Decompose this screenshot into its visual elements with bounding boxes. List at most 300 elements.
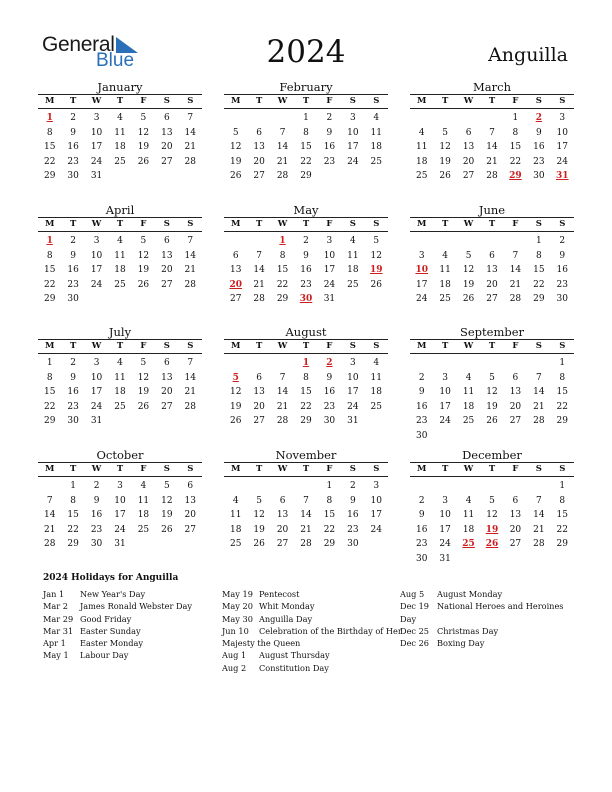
day-cell: 30 bbox=[347, 539, 359, 549]
holiday-day-cell: 10 bbox=[415, 265, 428, 275]
day-cell: 28 bbox=[533, 539, 545, 549]
holiday-day-cell: 1 bbox=[46, 113, 53, 123]
day-cell: 7 bbox=[489, 127, 495, 138]
empty-cell bbox=[457, 356, 480, 371]
empty-cell bbox=[224, 234, 247, 249]
month-october bbox=[38, 448, 202, 552]
weekday-header: T bbox=[302, 341, 310, 351]
weekday-header: S bbox=[349, 96, 356, 106]
day-cell: 22 bbox=[533, 279, 545, 290]
day-cell: 17 bbox=[415, 279, 428, 290]
weekday-header: T bbox=[116, 96, 124, 106]
day-cell: 30 bbox=[323, 416, 336, 426]
day-cell: 7 bbox=[256, 250, 262, 261]
day-cell: 20 bbox=[276, 524, 289, 535]
day-cell: 16 bbox=[347, 510, 359, 520]
weekday-header: T bbox=[488, 96, 496, 106]
holiday-entry bbox=[43, 588, 192, 600]
day-cell: 27 bbox=[229, 294, 242, 304]
holiday-name: James Ronald Webster Day bbox=[80, 601, 193, 612]
day-cell: 13 bbox=[509, 510, 522, 520]
weekday-header: M bbox=[231, 341, 241, 351]
day-cell: 20 bbox=[462, 156, 475, 167]
holiday-name: Easter Monday bbox=[80, 638, 144, 649]
calendar-year: 2024 bbox=[266, 34, 346, 70]
day-cell: 19 bbox=[161, 510, 173, 520]
day-cell: 15 bbox=[533, 265, 545, 275]
weekday-header-row bbox=[38, 217, 202, 232]
holiday-date: Dec 25 bbox=[400, 625, 430, 636]
empty-cell bbox=[504, 356, 527, 371]
day-cell: 20 bbox=[486, 279, 498, 290]
holiday-entry bbox=[400, 600, 564, 612]
day-cell: 23 bbox=[90, 524, 103, 535]
day-cell: 2 bbox=[418, 372, 425, 383]
weekday-header: F bbox=[512, 219, 519, 229]
day-cell: 24 bbox=[90, 401, 103, 412]
day-cell: 28 bbox=[43, 539, 56, 549]
weekday-header: M bbox=[45, 464, 55, 474]
day-cell: 6 bbox=[512, 372, 519, 383]
day-cell: 17 bbox=[556, 142, 568, 152]
holiday-entry bbox=[222, 649, 402, 661]
day-cell: 18 bbox=[370, 387, 382, 397]
holiday-entry bbox=[222, 613, 402, 625]
day-cell: 14 bbox=[533, 387, 545, 397]
day-cell: 23 bbox=[347, 524, 359, 535]
holiday-column bbox=[222, 588, 402, 674]
day-cell: 6 bbox=[256, 372, 262, 383]
day-cell: 10 bbox=[347, 127, 359, 138]
empty-cell bbox=[410, 479, 433, 494]
month-name: December bbox=[462, 448, 522, 462]
weekday-header: S bbox=[559, 464, 566, 474]
month-name: May bbox=[293, 203, 319, 217]
day-cell: 17 bbox=[370, 510, 382, 520]
weekday-header-row bbox=[224, 339, 388, 354]
day-cell: 4 bbox=[117, 358, 123, 368]
weekday-header-row bbox=[38, 94, 202, 109]
holiday-date: May 20 bbox=[222, 601, 253, 612]
country-name: Anguilla bbox=[488, 44, 568, 66]
holiday-entry bbox=[43, 637, 192, 649]
day-cell: 21 bbox=[533, 401, 545, 412]
day-cell: 17 bbox=[114, 510, 126, 520]
holiday-date: May 19 bbox=[222, 589, 253, 599]
day-cell: 29 bbox=[300, 171, 312, 181]
weekday-header: F bbox=[326, 219, 333, 229]
day-cell: 22 bbox=[43, 156, 56, 167]
days-grid bbox=[410, 234, 574, 307]
day-cell: 23 bbox=[415, 416, 428, 426]
weekday-header: T bbox=[69, 341, 77, 351]
day-cell: 7 bbox=[535, 372, 542, 383]
holiday-entry bbox=[400, 637, 564, 649]
weekday-header-row bbox=[224, 462, 388, 477]
day-cell: 11 bbox=[415, 142, 428, 152]
day-cell: 27 bbox=[462, 171, 475, 181]
holiday-day-cell: 2 bbox=[326, 358, 333, 368]
month-june bbox=[410, 203, 574, 307]
holiday-date: Aug 2 bbox=[222, 662, 247, 673]
day-cell: 15 bbox=[509, 142, 522, 152]
day-cell: 24 bbox=[370, 524, 382, 535]
holiday-entry bbox=[43, 600, 192, 612]
day-cell: 13 bbox=[184, 495, 196, 506]
empty-cell bbox=[527, 356, 550, 371]
day-cell: 25 bbox=[370, 156, 382, 167]
day-cell: 13 bbox=[229, 265, 242, 275]
weekday-header: S bbox=[163, 341, 170, 351]
day-cell: 6 bbox=[256, 127, 262, 138]
day-cell: 27 bbox=[184, 524, 196, 535]
day-cell: 10 bbox=[439, 510, 451, 520]
holiday-date: Mar 31 bbox=[43, 625, 74, 636]
day-cell: 11 bbox=[462, 510, 475, 520]
day-cell: 2 bbox=[70, 236, 76, 246]
empty-cell bbox=[224, 356, 247, 371]
day-cell: 28 bbox=[533, 416, 545, 426]
day-cell: 28 bbox=[184, 156, 196, 167]
day-cell: 5 bbox=[163, 481, 170, 491]
day-cell: 28 bbox=[184, 279, 196, 290]
day-cell: 11 bbox=[137, 495, 150, 506]
day-cell: 8 bbox=[535, 250, 542, 261]
day-cell: 23 bbox=[323, 156, 336, 167]
days-grid bbox=[224, 111, 388, 184]
day-cell: 24 bbox=[90, 279, 103, 290]
weekday-header: W bbox=[463, 219, 474, 229]
holiday-name-continuation: Majesty the Queen bbox=[222, 638, 301, 649]
holiday-column bbox=[43, 588, 192, 662]
holiday-name: Whit Monday bbox=[259, 601, 315, 612]
day-cell: 26 bbox=[137, 401, 150, 412]
holiday-date: Apr 1 bbox=[43, 638, 66, 649]
holiday-day-cell: 20 bbox=[229, 279, 242, 290]
weekday-header: T bbox=[255, 96, 263, 106]
day-cell: 15 bbox=[43, 265, 56, 275]
day-cell: 26 bbox=[229, 171, 242, 181]
days-grid bbox=[224, 479, 388, 552]
day-cell: 12 bbox=[439, 142, 451, 152]
day-cell: 22 bbox=[43, 401, 56, 412]
day-cell: 22 bbox=[556, 524, 568, 535]
weekday-header: S bbox=[187, 96, 194, 106]
weekday-header: S bbox=[373, 464, 380, 474]
day-cell: 11 bbox=[370, 127, 382, 138]
day-cell: 24 bbox=[114, 524, 126, 535]
empty-cell bbox=[433, 479, 456, 494]
month-december bbox=[410, 448, 574, 566]
day-cell: 12 bbox=[137, 372, 150, 383]
day-cell: 16 bbox=[67, 265, 79, 275]
day-cell: 2 bbox=[70, 113, 76, 123]
month-november bbox=[224, 448, 388, 552]
weekday-header: F bbox=[512, 341, 519, 351]
holiday-entry bbox=[222, 662, 402, 674]
weekday-header: S bbox=[535, 219, 542, 229]
weekday-header: W bbox=[277, 96, 288, 106]
day-cell: 26 bbox=[253, 539, 265, 549]
day-cell: 11 bbox=[439, 265, 451, 275]
day-cell: 16 bbox=[300, 265, 312, 275]
day-cell: 6 bbox=[232, 250, 239, 261]
day-cell: 29 bbox=[276, 294, 289, 304]
day-cell: 14 bbox=[276, 142, 289, 152]
day-cell: 17 bbox=[347, 387, 359, 397]
empty-cell bbox=[457, 234, 480, 249]
day-cell: 31 bbox=[90, 416, 103, 426]
day-cell: 4 bbox=[373, 358, 380, 368]
holiday-day-cell: 19 bbox=[370, 265, 383, 275]
day-cell: 11 bbox=[229, 510, 242, 520]
holiday-date: Mar 2 bbox=[43, 601, 68, 612]
day-cell: 12 bbox=[229, 387, 242, 397]
day-cell: 21 bbox=[184, 142, 196, 152]
weekday-header: T bbox=[488, 219, 496, 229]
day-cell: 22 bbox=[43, 279, 56, 290]
holiday-day-cell: 1 bbox=[46, 236, 53, 246]
weekday-header: S bbox=[373, 341, 380, 351]
holiday-day-cell: 30 bbox=[299, 294, 313, 304]
day-cell: 27 bbox=[276, 539, 289, 549]
day-cell: 5 bbox=[465, 250, 472, 261]
month-august bbox=[224, 325, 388, 429]
day-cell: 20 bbox=[161, 142, 173, 152]
weekday-header: T bbox=[441, 341, 449, 351]
day-cell: 25 bbox=[415, 171, 428, 181]
weekday-header: M bbox=[45, 219, 55, 229]
holiday-entry bbox=[400, 625, 564, 637]
weekday-header: F bbox=[140, 96, 147, 106]
holiday-day-cell: 19 bbox=[485, 524, 499, 535]
weekday-header: S bbox=[163, 464, 170, 474]
day-cell: 15 bbox=[556, 510, 568, 520]
weekday-header: W bbox=[91, 219, 102, 229]
weekday-header: S bbox=[559, 96, 566, 106]
day-cell: 4 bbox=[465, 372, 472, 383]
empty-cell bbox=[294, 479, 317, 494]
day-cell: 22 bbox=[556, 401, 568, 412]
holiday-entry bbox=[222, 600, 402, 612]
day-cell: 19 bbox=[229, 401, 242, 412]
month-name: April bbox=[105, 203, 135, 217]
holiday-day-cell: 25 bbox=[462, 539, 475, 549]
day-cell: 21 bbox=[276, 401, 289, 412]
day-cell: 9 bbox=[535, 127, 542, 138]
weekday-header-row bbox=[38, 339, 202, 354]
weekday-header: F bbox=[326, 464, 333, 474]
weekday-header-row bbox=[410, 217, 574, 232]
day-cell: 20 bbox=[253, 401, 265, 412]
day-cell: 24 bbox=[90, 156, 103, 167]
day-cell: 29 bbox=[43, 416, 56, 426]
day-cell: 20 bbox=[253, 156, 265, 167]
day-cell: 27 bbox=[253, 416, 265, 426]
day-cell: 9 bbox=[93, 495, 100, 506]
day-cell: 27 bbox=[161, 156, 173, 167]
day-cell: 21 bbox=[300, 524, 312, 535]
day-cell: 7 bbox=[46, 495, 53, 506]
weekday-header: T bbox=[302, 464, 310, 474]
day-cell: 29 bbox=[43, 294, 56, 304]
day-cell: 10 bbox=[90, 372, 103, 383]
day-cell: 12 bbox=[161, 495, 173, 506]
days-grid bbox=[224, 356, 388, 429]
day-cell: 29 bbox=[556, 539, 568, 549]
day-cell: 1 bbox=[559, 481, 566, 491]
day-cell: 10 bbox=[556, 127, 568, 138]
day-cell: 23 bbox=[67, 401, 79, 412]
day-cell: 5 bbox=[256, 495, 262, 506]
weekday-header: S bbox=[163, 96, 170, 106]
day-cell: 3 bbox=[93, 236, 100, 246]
day-cell: 4 bbox=[349, 236, 356, 246]
day-cell: 9 bbox=[70, 127, 76, 138]
day-cell: 17 bbox=[90, 142, 103, 152]
day-cell: 21 bbox=[533, 524, 545, 535]
weekday-header: S bbox=[559, 219, 566, 229]
day-cell: 13 bbox=[486, 265, 498, 275]
month-name: January bbox=[97, 80, 143, 94]
day-cell: 28 bbox=[300, 539, 312, 549]
day-cell: 12 bbox=[462, 265, 475, 275]
day-cell: 10 bbox=[90, 127, 103, 138]
day-cell: 23 bbox=[556, 279, 568, 290]
day-cell: 15 bbox=[276, 265, 289, 275]
day-cell: 27 bbox=[161, 279, 173, 290]
holiday-date: Mar 29 bbox=[43, 613, 74, 624]
empty-cell bbox=[247, 479, 270, 494]
weekday-header: F bbox=[512, 96, 519, 106]
day-cell: 26 bbox=[161, 524, 173, 535]
empty-cell bbox=[480, 111, 503, 126]
day-cell: 11 bbox=[114, 250, 126, 261]
weekday-header: F bbox=[326, 96, 333, 106]
day-cell: 7 bbox=[512, 250, 519, 261]
day-cell: 17 bbox=[90, 387, 103, 397]
holiday-day-cell: 31 bbox=[556, 171, 569, 181]
day-cell: 4 bbox=[117, 113, 123, 123]
day-cell: 9 bbox=[559, 250, 566, 261]
day-cell: 6 bbox=[512, 495, 519, 506]
month-name: October bbox=[96, 448, 144, 462]
holiday-name: New Year's Day bbox=[80, 589, 146, 599]
weekday-header: T bbox=[441, 219, 449, 229]
day-cell: 10 bbox=[323, 250, 336, 261]
weekday-header: M bbox=[231, 464, 241, 474]
day-cell: 9 bbox=[326, 372, 333, 383]
day-cell: 17 bbox=[347, 142, 359, 152]
day-cell: 5 bbox=[140, 236, 147, 246]
day-cell: 31 bbox=[114, 539, 126, 549]
day-cell: 9 bbox=[418, 387, 425, 397]
weekday-header: T bbox=[69, 464, 77, 474]
day-cell: 30 bbox=[67, 171, 79, 181]
empty-cell bbox=[271, 479, 294, 494]
day-cell: 23 bbox=[415, 539, 428, 549]
day-cell: 22 bbox=[276, 279, 289, 290]
holiday-name: Constitution Day bbox=[259, 662, 329, 673]
day-cell: 22 bbox=[300, 156, 312, 167]
weekday-header: F bbox=[512, 464, 519, 474]
day-cell: 25 bbox=[114, 279, 126, 290]
day-cell: 12 bbox=[486, 387, 498, 397]
day-cell: 3 bbox=[442, 495, 448, 506]
day-cell: 4 bbox=[373, 113, 380, 123]
weekday-header: F bbox=[140, 464, 147, 474]
day-cell: 27 bbox=[509, 539, 522, 549]
weekday-header: F bbox=[140, 219, 147, 229]
day-cell: 12 bbox=[486, 510, 498, 520]
weekday-header: S bbox=[349, 341, 356, 351]
day-cell: 14 bbox=[300, 510, 312, 520]
logo-word-general: General bbox=[42, 33, 115, 56]
day-cell: 3 bbox=[559, 113, 566, 123]
day-cell: 1 bbox=[70, 481, 76, 491]
day-cell: 1 bbox=[535, 236, 542, 246]
day-cell: 30 bbox=[67, 416, 79, 426]
weekday-header: S bbox=[187, 219, 194, 229]
weekday-header: W bbox=[277, 464, 288, 474]
empty-cell bbox=[247, 234, 270, 249]
day-cell: 9 bbox=[70, 372, 76, 383]
holiday-name: Easter Sunday bbox=[80, 625, 141, 636]
empty-cell bbox=[410, 111, 433, 126]
weekday-header: S bbox=[373, 219, 380, 229]
weekday-header: F bbox=[140, 341, 147, 351]
day-cell: 10 bbox=[439, 387, 451, 397]
weekday-header-row bbox=[410, 339, 574, 354]
day-cell: 15 bbox=[300, 387, 312, 397]
day-cell: 24 bbox=[556, 156, 568, 167]
holiday-day-cell: 26 bbox=[485, 539, 499, 549]
day-cell: 23 bbox=[323, 401, 336, 412]
day-cell: 7 bbox=[187, 236, 194, 246]
weekday-header: T bbox=[488, 464, 496, 474]
holiday-name: Celebration of the Birthday of Her bbox=[259, 625, 402, 636]
weekday-header: W bbox=[277, 219, 288, 229]
empty-cell bbox=[410, 356, 433, 371]
weekday-header: S bbox=[187, 341, 194, 351]
holiday-name: Boxing Day bbox=[437, 638, 485, 649]
day-cell: 24 bbox=[347, 401, 359, 412]
day-cell: 8 bbox=[326, 495, 333, 506]
day-cell: 13 bbox=[161, 127, 173, 138]
day-cell: 15 bbox=[300, 142, 312, 152]
day-cell: 13 bbox=[462, 142, 475, 152]
day-cell: 18 bbox=[462, 401, 475, 412]
day-cell: 26 bbox=[439, 171, 451, 181]
day-cell: 4 bbox=[465, 495, 472, 506]
day-cell: 27 bbox=[509, 416, 522, 426]
day-cell: 19 bbox=[137, 142, 150, 152]
day-cell: 10 bbox=[370, 495, 382, 506]
weekday-header: S bbox=[373, 96, 380, 106]
empty-cell bbox=[38, 479, 61, 494]
day-cell: 30 bbox=[415, 430, 428, 441]
weekday-header: T bbox=[488, 341, 496, 351]
weekday-header: W bbox=[463, 96, 474, 106]
day-cell: 29 bbox=[533, 294, 545, 304]
day-cell: 21 bbox=[253, 279, 265, 290]
day-cell: 9 bbox=[70, 250, 76, 261]
empty-cell bbox=[224, 111, 247, 126]
weekday-header: S bbox=[187, 464, 194, 474]
holiday-entry bbox=[43, 649, 192, 661]
empty-cell bbox=[433, 111, 456, 126]
weekday-header: S bbox=[535, 464, 542, 474]
